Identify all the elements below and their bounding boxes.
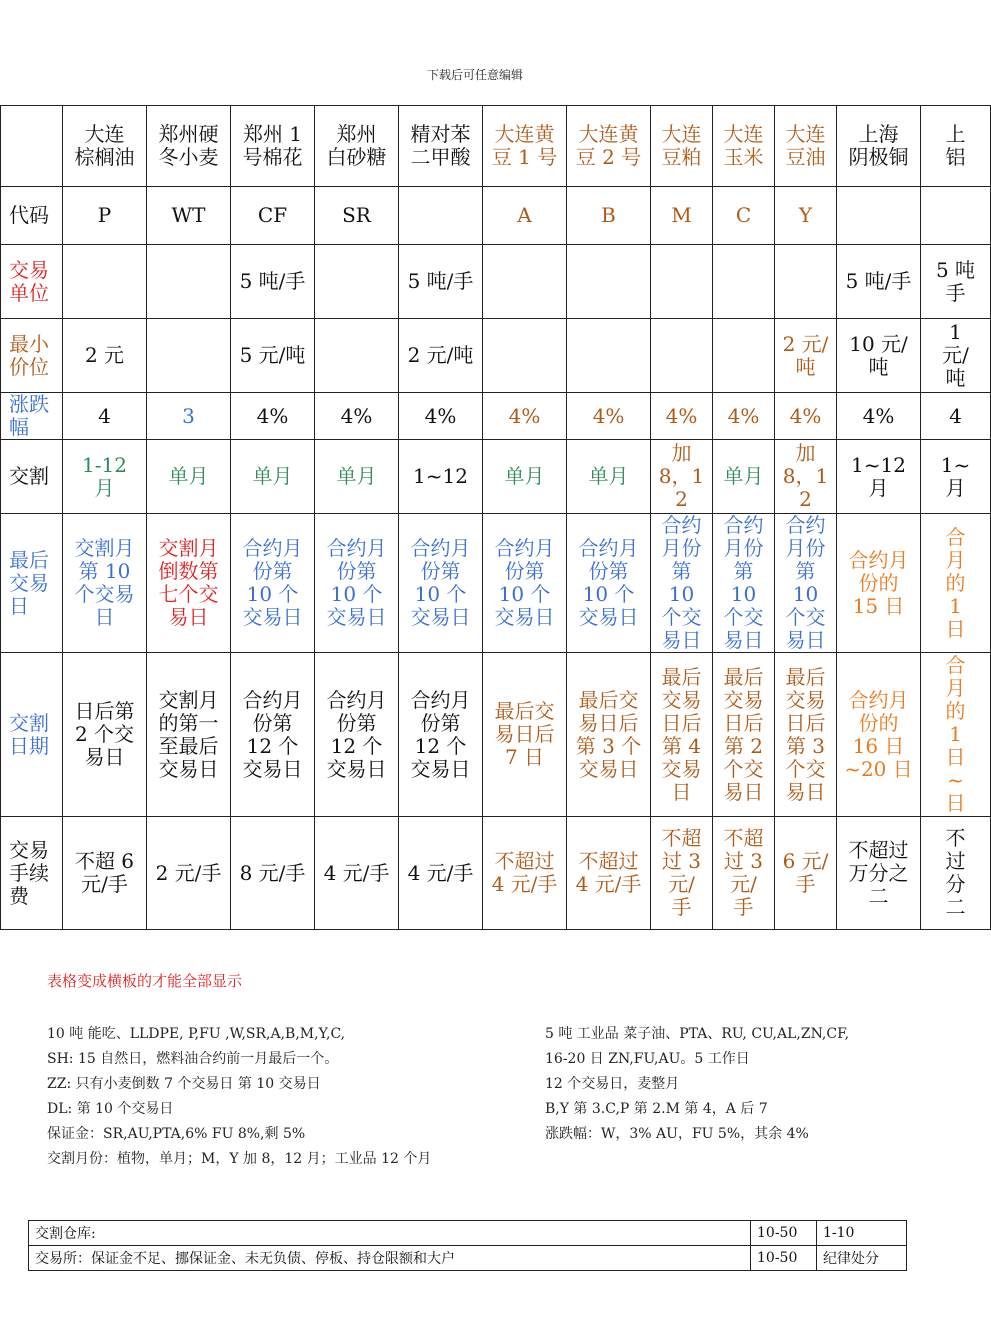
table-cell: 5 吨/手 [837, 245, 921, 319]
table-cell: 4 [921, 393, 991, 440]
commodity-header-cell: 大连 玉米 [713, 106, 775, 187]
table-cell: 最后交 易日后 7 日 [483, 653, 567, 817]
table-cell: 合约月 份第 10 个 交易日 [231, 514, 315, 653]
table-cell: 4% [483, 393, 567, 440]
table-header-row [1, 106, 991, 187]
table-cell: 5 吨/手 [231, 245, 315, 319]
table-cell: 交割月 的第一 至最后 交易日 [147, 653, 231, 817]
table-cell: 单月 [567, 440, 651, 514]
table-cell: 合约月 份第 10 个 交易日 [483, 514, 567, 653]
futures-contract-table [0, 105, 991, 930]
table-cell: A [483, 187, 567, 245]
commodity-header-cell: 郑州 1 号棉花 [231, 106, 315, 187]
table-cell: 4% [837, 393, 921, 440]
table-cell: 合约月 份第 10 个 交易日 [315, 514, 399, 653]
table-cell [315, 245, 399, 319]
table-cell: 4% [713, 393, 775, 440]
table-cell: P [63, 187, 147, 245]
table-cell: 8 元/手 [231, 817, 315, 930]
table-cell: 合约月 份第 12 个 交易日 [399, 653, 483, 817]
table-cell [63, 245, 147, 319]
warehouse-cell: 10-50 [751, 1246, 817, 1271]
warehouse-cell: 交易所：保证金不足、挪保证金、未无负债、停板、持仓限额和大户 [29, 1246, 751, 1271]
table-cell: 不超 过 3 元/ 手 [713, 817, 775, 930]
table-cell: 合约 月份 第 10 个交 易日 [651, 514, 713, 653]
table-cell: 合 月 的 1 日 [921, 514, 991, 653]
table-cell: 合约月 份第 12 个 交易日 [231, 653, 315, 817]
commodity-header-cell: 上海 阴极铜 [837, 106, 921, 187]
table-cell: 1~12 [399, 440, 483, 514]
table-cell: 不 过 分 二 [921, 817, 991, 930]
note-line: 交割月份：植物，单月；M，Y 加 8，12 月；工业品 12 个月 [47, 1151, 432, 1167]
table-cell [483, 245, 567, 319]
note-line: 16-20 日 ZN,FU,AU。5 工作日 [545, 1051, 750, 1067]
warehouse-table [28, 1220, 907, 1271]
table-cell: 不超过 万分之 二 [837, 817, 921, 930]
table-cell: 5 吨 手 [921, 245, 991, 319]
table-cell: B [567, 187, 651, 245]
table-cell [775, 245, 837, 319]
table-cell: 5 元/吨 [231, 319, 315, 393]
commodity-header-cell: 郑州硬 冬小麦 [147, 106, 231, 187]
table-row [1, 514, 991, 653]
table-cell: 最后 交易 日后 第 3 个交 易日 [775, 653, 837, 817]
row-label-cell: 交易 手续 费 [1, 817, 63, 930]
note-line: 12 个交易日，麦整月 [545, 1076, 680, 1092]
table-cell: 加 8，1 2 [775, 440, 837, 514]
row-label-cell: 交割 日期 [1, 653, 63, 817]
table-cell: 不超过 4 元/手 [567, 817, 651, 930]
table-row [1, 440, 991, 514]
table-cell: 不超 6 元/手 [63, 817, 147, 930]
table-cell: 3 [147, 393, 231, 440]
table-cell: 最后 交易 日后 第 2 个交 易日 [713, 653, 775, 817]
table-cell [651, 319, 713, 393]
table-row [1, 817, 991, 930]
table-cell [713, 245, 775, 319]
table-cell: 加 8，1 2 [651, 440, 713, 514]
table-cell: 不超过 4 元/手 [483, 817, 567, 930]
table-cell: 最后交 易日后 第 3 个 交易日 [567, 653, 651, 817]
table-cell: 4% [651, 393, 713, 440]
table-cell: 合约月 份第 10 个 交易日 [399, 514, 483, 653]
commodity-header-cell: 精对苯 二甲酸 [399, 106, 483, 187]
row-label-cell: 最后 交易 日 [1, 514, 63, 653]
commodity-header-cell: 大连黄 豆 2 号 [567, 106, 651, 187]
table-cell: 合约 月份 第 10 个交 易日 [775, 514, 837, 653]
table-cell [147, 319, 231, 393]
table-cell: 4% [399, 393, 483, 440]
table-cell: 合约 月份 第 10 个交 易日 [713, 514, 775, 653]
warehouse-row [29, 1246, 907, 1271]
table-cell: 合 月 的 1 日 ~ 日 [921, 653, 991, 817]
table-cell: 单月 [231, 440, 315, 514]
table-cell: 4% [567, 393, 651, 440]
commodity-header-cell: 郑州 白砂糖 [315, 106, 399, 187]
table-cell: 交割月 倒数第 七个交 易日 [147, 514, 231, 653]
note-line: DL: 第 10 个交易日 [47, 1101, 174, 1117]
table-cell: WT [147, 187, 231, 245]
note-line: 5 吨 工业品 菜子油、PTA、RU, CU,AL,ZN,CF, [545, 1026, 850, 1042]
commodity-header-cell: 大连黄 豆 1 号 [483, 106, 567, 187]
row-label-cell: 交易 单位 [1, 245, 63, 319]
table-cell: 4% [231, 393, 315, 440]
table-cell: 合约月 份的 16 日 ~20 日 [837, 653, 921, 817]
table-cell: 4% [775, 393, 837, 440]
table-row [1, 187, 991, 245]
table-cell [399, 187, 483, 245]
row-label-cell: 涨跌 幅 [1, 393, 63, 440]
row-label-cell: 最小 价位 [1, 319, 63, 393]
table-cell: 4 [63, 393, 147, 440]
warehouse-cell: 纪律处分 [817, 1246, 907, 1271]
table-row [1, 245, 991, 319]
table-cell: 不超 过 3 元/ 手 [651, 817, 713, 930]
table-cell: 单月 [483, 440, 567, 514]
table-cell [837, 187, 921, 245]
note-line: 10 吨 能吃、LLDPE, P,FU ,W,SR,A,B,M,Y,C, [47, 1026, 346, 1042]
table-cell: 单月 [147, 440, 231, 514]
table-cell: 单月 [713, 440, 775, 514]
table-cell: 1~12 月 [837, 440, 921, 514]
table-cell: 6 元/ 手 [775, 817, 837, 930]
table-cell: C [713, 187, 775, 245]
table-cell: M [651, 187, 713, 245]
table-cell: 合约月 份第 10 个 交易日 [567, 514, 651, 653]
row-label-cell: 交割 [1, 440, 63, 514]
table-cell [567, 319, 651, 393]
table-cell: 1-12 月 [63, 440, 147, 514]
table-cell: 合约月 份的 15 日 [837, 514, 921, 653]
note-line: ZZ: 只有小麦倒数 7 个交易日 第 10 交易日 [47, 1076, 321, 1092]
table-cell: 单月 [315, 440, 399, 514]
note-line: 涨跌幅：W，3% AU，FU 5%，其余 4% [545, 1126, 809, 1142]
table-cell: 4 元/手 [315, 817, 399, 930]
table-cell: 10 元/ 吨 [837, 319, 921, 393]
table-cell: 1~ 月 [921, 440, 991, 514]
warehouse-cell: 交割仓库: [29, 1221, 751, 1246]
top-note: 下载后可任意编辑 [426, 68, 523, 82]
table-row [1, 319, 991, 393]
warehouse-cell: 10-50 [751, 1221, 817, 1246]
commodity-header-cell: 上 铝 [921, 106, 991, 187]
commodity-header-cell: 大连 棕榈油 [63, 106, 147, 187]
table-cell: 5 吨/手 [399, 245, 483, 319]
table-cell: 日后第 2 个交 易日 [63, 653, 147, 817]
red-note: 表格变成横板的才能全部显示 [47, 972, 243, 990]
table-cell [713, 319, 775, 393]
warehouse-row [29, 1221, 907, 1246]
table-cell: CF [231, 187, 315, 245]
commodity-header-cell: 大连 豆粕 [651, 106, 713, 187]
table-cell: 2 元/吨 [399, 319, 483, 393]
table-cell: Y [775, 187, 837, 245]
table-row [1, 393, 991, 440]
note-line: SH: 15 自然日，燃料油合约前一月最后一个。 [47, 1051, 339, 1067]
table-cell: 4 元/手 [399, 817, 483, 930]
table-cell: 合约月 份第 12 个 交易日 [315, 653, 399, 817]
table-cell [567, 245, 651, 319]
table-cell [483, 319, 567, 393]
table-cell: 交割月 第 10 个交易 日 [63, 514, 147, 653]
table-cell: 2 元 [63, 319, 147, 393]
table-row [1, 653, 991, 817]
table-cell [921, 187, 991, 245]
warehouse-cell: 1-10 [817, 1221, 907, 1246]
table-cell: 4% [315, 393, 399, 440]
note-line: 保证金：SR,AU,PTA,6% FU 8%,剩 5% [47, 1126, 306, 1142]
row-label-cell: 代码 [1, 187, 63, 245]
table-cell [147, 245, 231, 319]
table-cell: 最后 交易 日后 第 4 交易 日 [651, 653, 713, 817]
table-cell: SR [315, 187, 399, 245]
table-cell: 2 元/手 [147, 817, 231, 930]
table-corner-cell [1, 106, 63, 187]
table-cell [651, 245, 713, 319]
table-cell: 2 元/ 吨 [775, 319, 837, 393]
note-line: B,Y 第 3.C,P 第 2.M 第 4，A 后 7 [545, 1101, 768, 1117]
commodity-header-cell: 大连 豆油 [775, 106, 837, 187]
table-cell [315, 319, 399, 393]
table-cell: 1 元/ 吨 [921, 319, 991, 393]
